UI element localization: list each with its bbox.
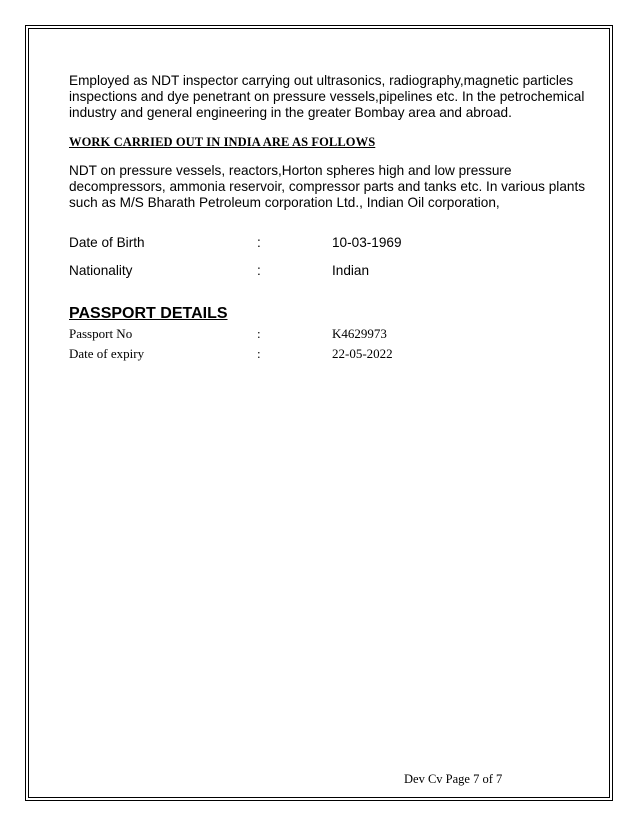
intro-line: Employed as NDT inspector carrying out ultrasonics, radiography,magnetic particles — [69, 73, 574, 88]
intro-line: industry and general engineering in the greater Bombay area and abroad. — [69, 105, 512, 120]
work-line: decompressors, ammonia reservoir, compressor parts and tanks etc. In various plants — [69, 179, 586, 194]
passport-number-value: K4629973 — [332, 326, 387, 341]
date-of-birth-label: Date of Birth — [69, 235, 145, 250]
work-line: NDT on pressure vessels, reactors,Horton spheres high and low pressure — [69, 163, 512, 178]
nationality-separator: : — [257, 263, 261, 278]
passport-number-label: Passport No — [69, 326, 133, 341]
work-line: such as M/S Bharath Petroleum corporation Ltd., Indian Oil corporation, — [69, 195, 500, 210]
intro-paragraph — [69, 73, 585, 121]
work-paragraph — [69, 163, 586, 211]
passport-number-row — [69, 326, 549, 344]
nationality-value: Indian — [332, 263, 370, 278]
passport-heading: PASSPORT DETAILS — [69, 305, 228, 322]
passport-expiry-separator: : — [257, 346, 261, 361]
nationality-label: Nationality — [69, 263, 133, 278]
date-of-birth-row — [69, 235, 549, 253]
passport-expiry-label: Date of expiry — [69, 346, 145, 361]
date-of-birth-value: 10-03-1969 — [332, 235, 402, 250]
work-heading: WORK CARRIED OUT IN INDIA ARE AS FOLLOWS — [69, 135, 376, 149]
page-footer: Dev Cv Page 7 of 7 — [404, 772, 503, 786]
passport-expiry-row — [69, 346, 549, 364]
intro-line: inspections and dye penetrant on pressure vessels,pipelines etc. In the petrochemical — [69, 89, 585, 104]
passport-expiry-value: 22-05-2022 — [332, 346, 393, 361]
nationality-row — [69, 263, 549, 281]
passport-number-separator: : — [257, 326, 261, 341]
date-of-birth-separator: : — [257, 235, 261, 250]
